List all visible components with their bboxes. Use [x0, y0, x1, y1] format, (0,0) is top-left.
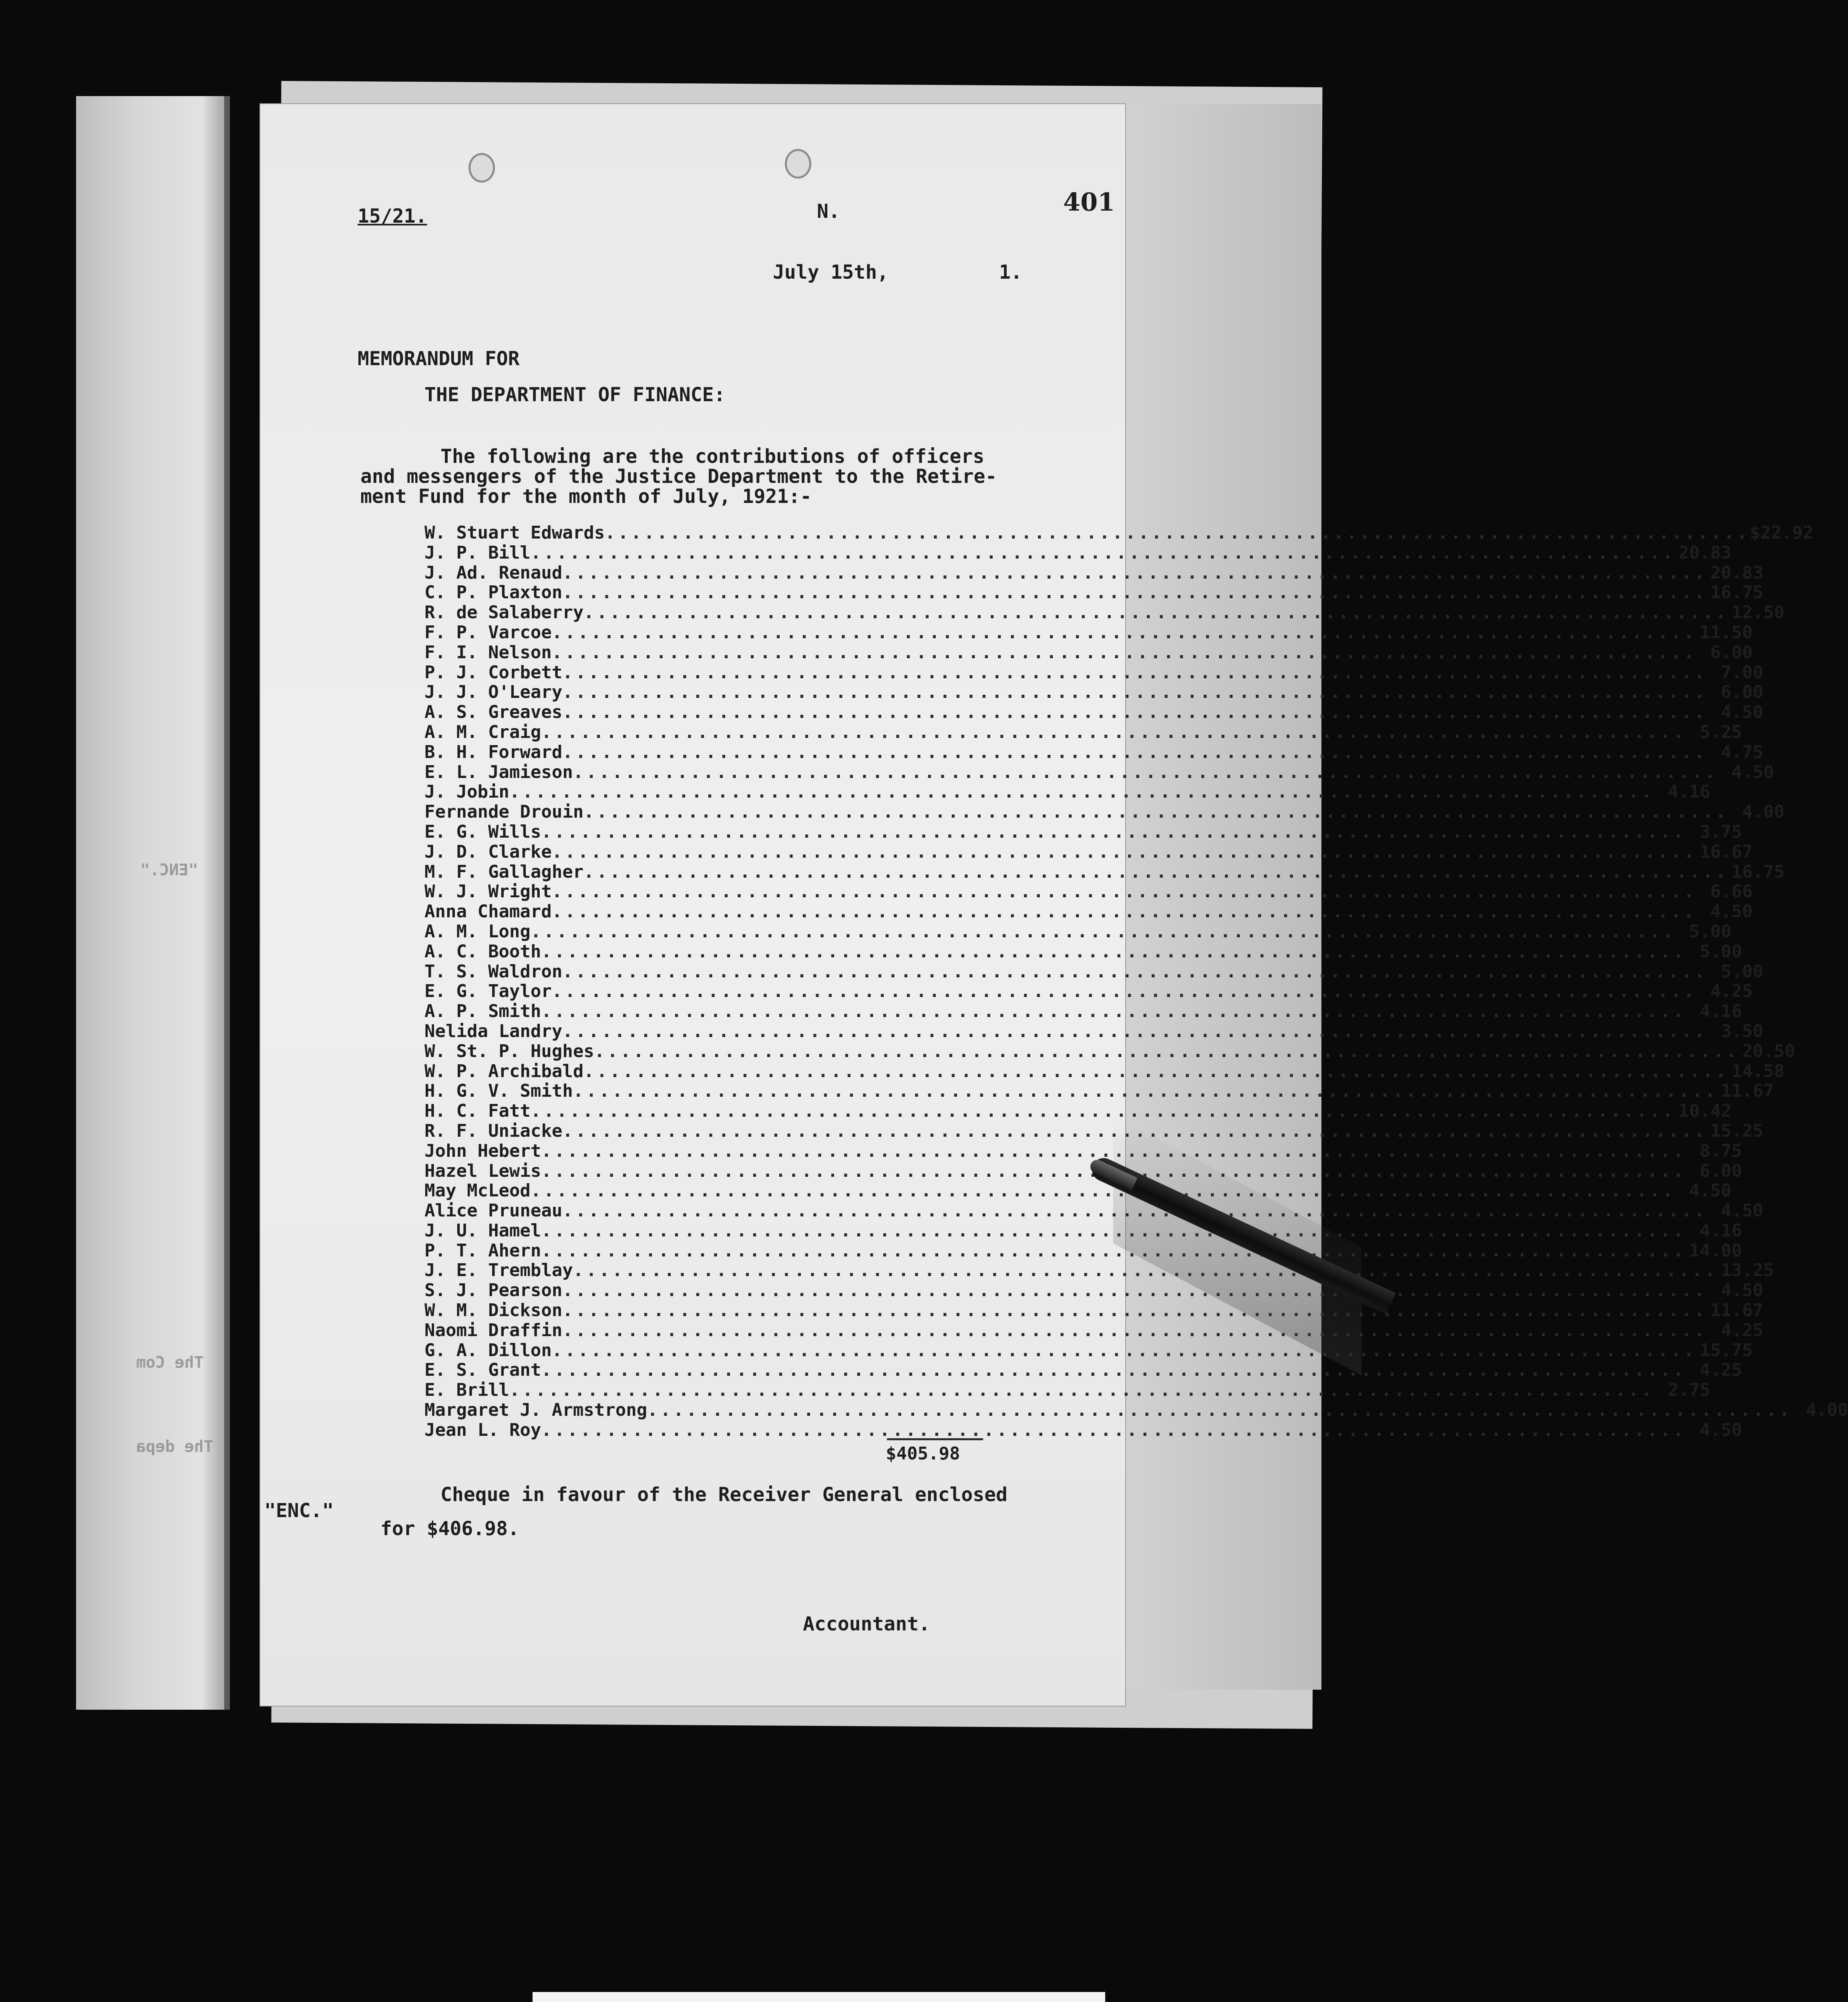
contributor-name: Jean L. Roy [424, 1419, 541, 1440]
leader-dots [583, 802, 1728, 822]
sheet-number: 1. [999, 261, 1022, 283]
leader-dots [541, 822, 1686, 842]
contribution-amount: 4.50 [1689, 1180, 1732, 1201]
contributor-name: E. S. Grant [424, 1360, 541, 1381]
punch-hole [469, 153, 495, 183]
contribution-amount: 4.16 [1668, 782, 1711, 802]
contribution-row [424, 782, 1711, 802]
contribution-amount: 4.50 [1721, 702, 1764, 723]
leader-dots [562, 1280, 1707, 1300]
file-reference: 15/21. [358, 205, 427, 227]
contributor-name: H. C. Fatt [424, 1101, 531, 1122]
contribution-amount: 4.00 [1742, 802, 1785, 822]
contributor-name: F. P. Varcoe [424, 622, 552, 643]
contribution-row [424, 1220, 1742, 1241]
contribution-row [424, 1340, 1753, 1361]
contribution-row [424, 961, 1764, 982]
contributor-name: S. J. Pearson [424, 1280, 563, 1301]
contribution-amount: 6.00 [1699, 1160, 1742, 1181]
contribution-amount: 14.00 [1689, 1240, 1742, 1261]
contribution-row [424, 841, 1753, 862]
contribution-row [424, 1400, 1848, 1421]
closing-line: Cheque in favour of the Receiver General enclosed [440, 1483, 1008, 1506]
contribution-amount: 4.16 [1699, 1001, 1742, 1022]
leader-dots [562, 682, 1707, 702]
punch-hole [785, 149, 811, 179]
signature-line: Accountant. [803, 1613, 930, 1635]
contribution-row [424, 881, 1753, 902]
contribution-row [424, 1300, 1764, 1321]
memo-date: July 15th, [773, 261, 889, 283]
leader-dots [583, 602, 1728, 623]
contribution-amount: 20.50 [1742, 1041, 1795, 1061]
contributor-name: G. A. Dillon [424, 1340, 552, 1361]
show-through-text: "ENC." [140, 861, 198, 879]
contribution-amount: 4.25 [1699, 1360, 1742, 1381]
archive-label [533, 1992, 1105, 2002]
contribution-row [424, 682, 1764, 703]
contributor-name: A. M. Craig [424, 722, 541, 742]
contribution-row [424, 582, 1764, 603]
contribution-row [424, 1360, 1742, 1381]
contribution-amount: 4.50 [1731, 762, 1774, 782]
contributor-name: A. P. Smith [424, 1001, 541, 1022]
contributor-name: W. Stuart Edwards [424, 523, 605, 543]
leader-dots [573, 762, 1718, 782]
contribution-row [424, 802, 1785, 822]
closing-line: for $406.98. [380, 1518, 519, 1540]
contributor-name: J. P. Bill [424, 542, 531, 563]
contribution-row [424, 523, 1814, 543]
marker: N. [817, 200, 840, 223]
contribution-row [424, 1180, 1732, 1201]
leader-dots [552, 981, 1697, 1001]
intro-line: ment Fund for the month of July, 1921:- [360, 485, 812, 508]
contributor-name: Alice Pruneau [424, 1200, 563, 1221]
leader-dots [531, 543, 1675, 563]
leader-dots [552, 1340, 1697, 1361]
contributor-name: B. H. Forward [424, 742, 563, 762]
leader-dots [573, 1260, 1718, 1280]
contribution-row [424, 602, 1785, 623]
contribution-row [424, 1041, 1795, 1061]
contribution-amount: 11.50 [1699, 622, 1753, 643]
contributor-name: R. de Salaberry [424, 602, 584, 623]
contributor-name: W. J. Wright [424, 881, 552, 902]
contribution-row [424, 1200, 1764, 1221]
total-amount: $405.98 [886, 1443, 960, 1464]
leader-dots [552, 901, 1697, 922]
contribution-row [424, 1140, 1742, 1161]
contribution-row [424, 762, 1774, 782]
contributor-name: J. U. Hamel [424, 1220, 541, 1241]
addressee: THE DEPARTMENT OF FINANCE: [424, 384, 726, 406]
contribution-row [424, 1081, 1774, 1102]
contribution-row [424, 1061, 1785, 1081]
leader-dots [552, 842, 1697, 862]
contribution-amount: 8.75 [1699, 1140, 1742, 1161]
contribution-amount: 15.75 [1699, 1340, 1753, 1361]
contribution-amount: 5.25 [1699, 722, 1742, 742]
contribution-amount: 13.25 [1721, 1260, 1774, 1281]
leader-dots [509, 782, 1654, 802]
contributor-name: W. M. Dickson [424, 1300, 563, 1321]
contribution-amount: 15.25 [1710, 1120, 1764, 1141]
contribution-amount: 4.25 [1721, 1320, 1764, 1341]
contributor-name: May McLeod [424, 1180, 531, 1201]
contributor-name: J. Jobin [424, 782, 509, 802]
contribution-amount: 16.75 [1731, 861, 1785, 882]
contribution-row [424, 901, 1753, 922]
contributor-name: Naomi Draffin [424, 1320, 563, 1341]
contribution-amount: 12.50 [1731, 602, 1785, 623]
contribution-amount: 6.00 [1710, 642, 1753, 663]
contributor-name: T. S. Waldron [424, 961, 563, 982]
contribution-amount: 11.67 [1710, 1300, 1764, 1321]
leader-dots [509, 1380, 1654, 1400]
contribution-row [424, 1160, 1742, 1181]
contribution-amount: 4.50 [1721, 1280, 1764, 1301]
contribution-amount: 4.50 [1721, 1200, 1764, 1221]
leader-dots [562, 563, 1707, 583]
contribution-row [424, 1260, 1774, 1281]
leader-dots [605, 523, 1749, 543]
contributor-name: Fernande Drouin [424, 802, 584, 822]
leader-dots [583, 1061, 1728, 1081]
contribution-amount: $22.92 [1749, 523, 1814, 543]
contribution-row [424, 662, 1764, 683]
leader-dots [552, 642, 1697, 663]
contributor-name: E. G. Taylor [424, 981, 552, 1002]
contribution-amount: 20.83 [1710, 562, 1764, 583]
contribution-amount: 5.00 [1699, 941, 1742, 962]
intro-line: The following are the contributions of officers [440, 445, 985, 468]
contributor-name: A. M. Long [424, 921, 531, 942]
leader-dots [541, 941, 1686, 962]
contribution-row [424, 1101, 1732, 1122]
contributor-name: E. L. Jamieson [424, 762, 573, 782]
leader-dots [562, 1021, 1707, 1041]
enclosure-label: "ENC." [264, 1499, 334, 1522]
leader-dots [541, 722, 1686, 742]
contribution-row [424, 1380, 1711, 1401]
contributor-name: Hazel Lewis [424, 1160, 541, 1181]
leader-dots [647, 1400, 1792, 1420]
leader-dots [594, 1041, 1739, 1061]
contributor-name: J. J. O'Leary [424, 682, 563, 703]
contribution-row [424, 1280, 1764, 1301]
contribution-row [424, 1120, 1764, 1141]
contribution-row [424, 821, 1742, 842]
leader-dots [531, 1180, 1675, 1201]
contribution-row [424, 722, 1742, 742]
contribution-amount: 4.50 [1710, 901, 1753, 922]
contribution-row [424, 1021, 1764, 1041]
contribution-amount: 4.50 [1699, 1419, 1742, 1440]
leader-dots [562, 1300, 1707, 1321]
contribution-amount: 4.25 [1710, 981, 1753, 1002]
contribution-row [424, 622, 1753, 643]
contribution-row [424, 921, 1732, 942]
leader-dots [562, 662, 1707, 683]
total-rule [887, 1438, 983, 1440]
leader-dots [541, 1001, 1686, 1021]
contribution-amount: 14.58 [1731, 1061, 1785, 1081]
contribution-amount: 5.00 [1689, 921, 1732, 942]
leader-dots [552, 622, 1697, 643]
contributor-name: C. P. Plaxton [424, 582, 563, 603]
leader-dots [562, 582, 1707, 603]
contribution-row [424, 1240, 1742, 1261]
contributor-name: P. J. Corbett [424, 662, 563, 683]
contributor-name: Margaret J. Armstrong [424, 1400, 648, 1421]
leader-dots [562, 961, 1707, 982]
contribution-amount: 10.42 [1678, 1101, 1732, 1122]
contributor-name: W. P. Archibald [424, 1061, 584, 1081]
contribution-row [424, 702, 1764, 723]
show-through-text: The Com [136, 1353, 204, 1372]
contribution-row [424, 542, 1732, 563]
contribution-amount: 4.00 [1806, 1400, 1848, 1421]
leader-dots [531, 921, 1675, 942]
contribution-amount: 20.83 [1678, 542, 1732, 563]
page-number: 401 [1063, 187, 1115, 217]
contribution-amount: 6.66 [1710, 881, 1753, 902]
contributor-name: John Hebert [424, 1140, 541, 1161]
memo-heading: MEMORANDUM FOR [358, 348, 520, 370]
show-through-text: The depa [136, 1437, 213, 1456]
contributor-name: J. D. Clarke [424, 841, 552, 862]
contribution-amount: 6.00 [1721, 682, 1764, 703]
contributor-name: M. F. Gallagher [424, 861, 584, 882]
contribution-row [424, 861, 1785, 882]
leader-dots [541, 1360, 1686, 1380]
contribution-amount: 3.50 [1721, 1021, 1764, 1041]
contributor-name: A. S. Greaves [424, 702, 563, 723]
leader-dots [562, 1320, 1707, 1341]
contribution-amount: 16.75 [1710, 582, 1764, 603]
contribution-amount: 2.75 [1668, 1380, 1711, 1401]
contribution-row [424, 562, 1764, 583]
contributor-name: J. Ad. Renaud [424, 562, 563, 583]
contribution-row [424, 981, 1753, 1002]
contributor-name: Anna Chamard [424, 901, 552, 922]
contributor-name: P. T. Ahern [424, 1240, 541, 1261]
leader-dots [552, 881, 1697, 902]
contribution-amount: 11.67 [1721, 1081, 1774, 1102]
contributor-name: H. G. V. Smith [424, 1081, 573, 1102]
contribution-row [424, 1320, 1764, 1341]
contributor-name: E. Brill [424, 1380, 509, 1401]
contributor-name: Nelida Landry [424, 1021, 563, 1041]
leader-dots [562, 742, 1707, 762]
contributor-name: J. E. Tremblay [424, 1260, 573, 1281]
contributor-name: R. F. Uniacke [424, 1120, 563, 1141]
contribution-row [424, 941, 1742, 962]
contribution-amount: 5.00 [1721, 961, 1764, 982]
contribution-amount: 4.16 [1699, 1220, 1742, 1241]
contributor-name: E. G. Wills [424, 821, 541, 842]
leader-dots [541, 1420, 1686, 1440]
contribution-amount: 4.75 [1721, 742, 1764, 762]
contributor-name: F. I. Nelson [424, 642, 552, 663]
leader-dots [573, 1081, 1718, 1101]
contribution-amount: 7.00 [1721, 662, 1764, 683]
intro-line: and messengers of the Justice Department to the Retire- [360, 465, 997, 488]
contribution-amount: 3.75 [1699, 821, 1742, 842]
contribution-row [424, 642, 1753, 663]
leader-dots [583, 862, 1728, 882]
contributor-name: A. C. Booth [424, 941, 541, 962]
contribution-row [424, 742, 1764, 762]
leader-dots [562, 702, 1707, 722]
contribution-row [424, 1419, 1742, 1440]
contribution-row [424, 1001, 1742, 1022]
contributions-list [424, 523, 1848, 1440]
contribution-amount: 16.67 [1699, 841, 1753, 862]
page-edge [224, 96, 230, 1710]
contributor-name: W. St. P. Hughes [424, 1041, 594, 1061]
left-facing-page [76, 96, 224, 1710]
leader-dots [531, 1101, 1675, 1121]
